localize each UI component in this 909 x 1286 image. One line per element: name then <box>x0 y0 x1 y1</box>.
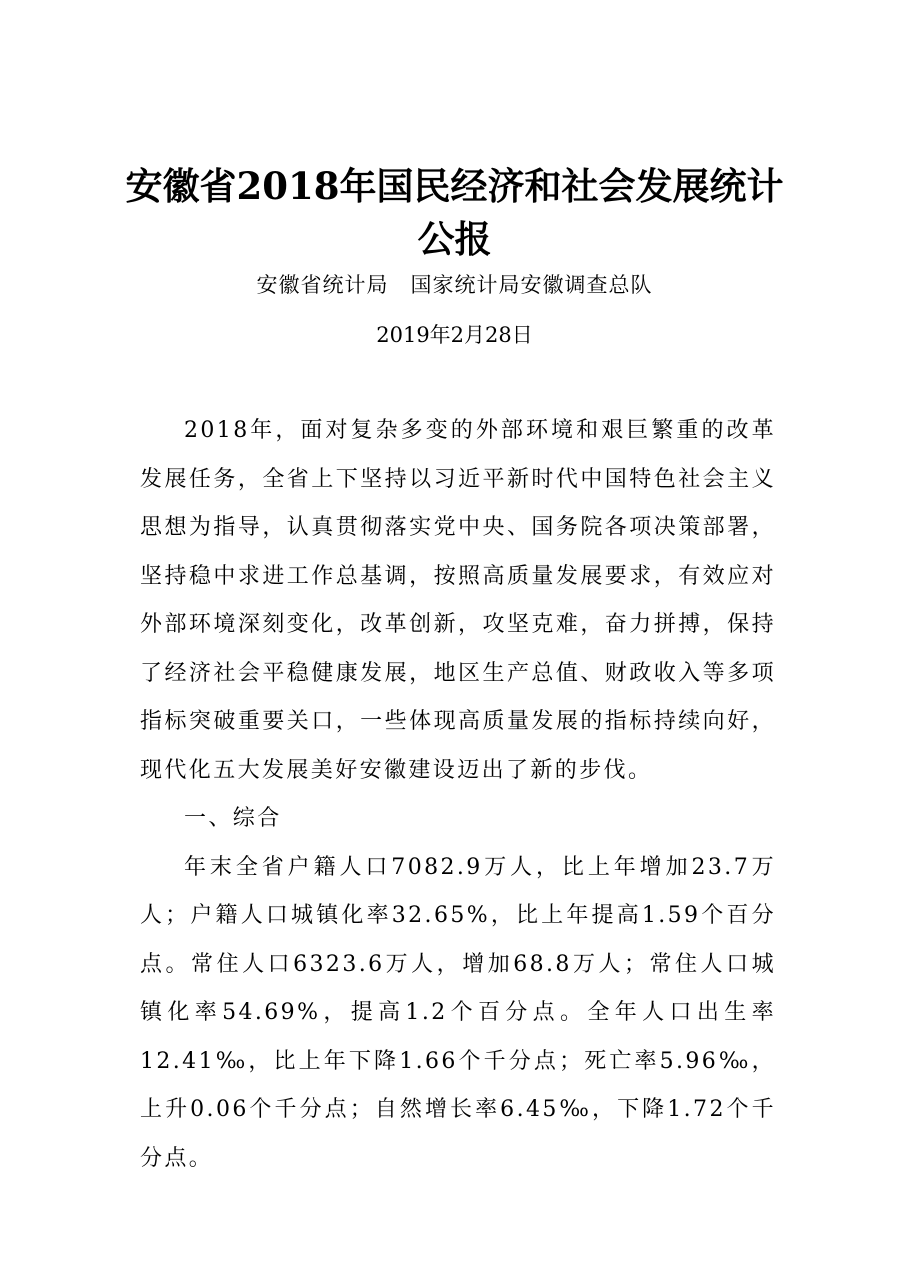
issuer-line: 安徽省统计局 国家统计局安徽调查总队 <box>256 273 653 297</box>
population-paragraph: 年末全省户籍人口7082.9万人，比上年增加23.7万人；户籍人口城镇化率32.65%，比上年提高1.59个百分点。常住人口6323.6万人，增加68.8万人；常住人口城镇化率54.69%，提高1.2个百分点。全年人口出生率12.41‰，比上年下降1.66个千分点；死亡率5.96‰，上升0.06个千分点；自然增长率6.45‰，下降1.72个千分点。 <box>140 854 776 1171</box>
document-title <box>120 160 789 266</box>
title-line-2: 公报 <box>417 217 492 261</box>
title-line-1: 安徽省2018年国民经济和社会发展统计 <box>125 164 784 208</box>
section-heading: 一、综合 <box>184 806 282 831</box>
publish-date: 2019年2月28日 <box>376 323 533 347</box>
intro-paragraph: 2018年，面对复杂多变的外部环境和艰巨繁重的改革发展任务，全省上下坚持以习近平新时代中国特色社会主义思想为指导，认真贯彻落实党中央、国务院各项决策部署，坚持稳中求进工作总基调，按照高质量发展要求，有效应对外部环境深刻变化，改革创新，攻坚克难，奋力拼搏，保持了经济社会平稳健康发展，地区生产总值、财政收入等多项指标突破重要关口，一些体现高质量发展的指标持续向好，现代化五大发展美好安徽建设迈出了新的步伐。 <box>140 418 776 783</box>
document-body <box>140 407 776 1183</box>
